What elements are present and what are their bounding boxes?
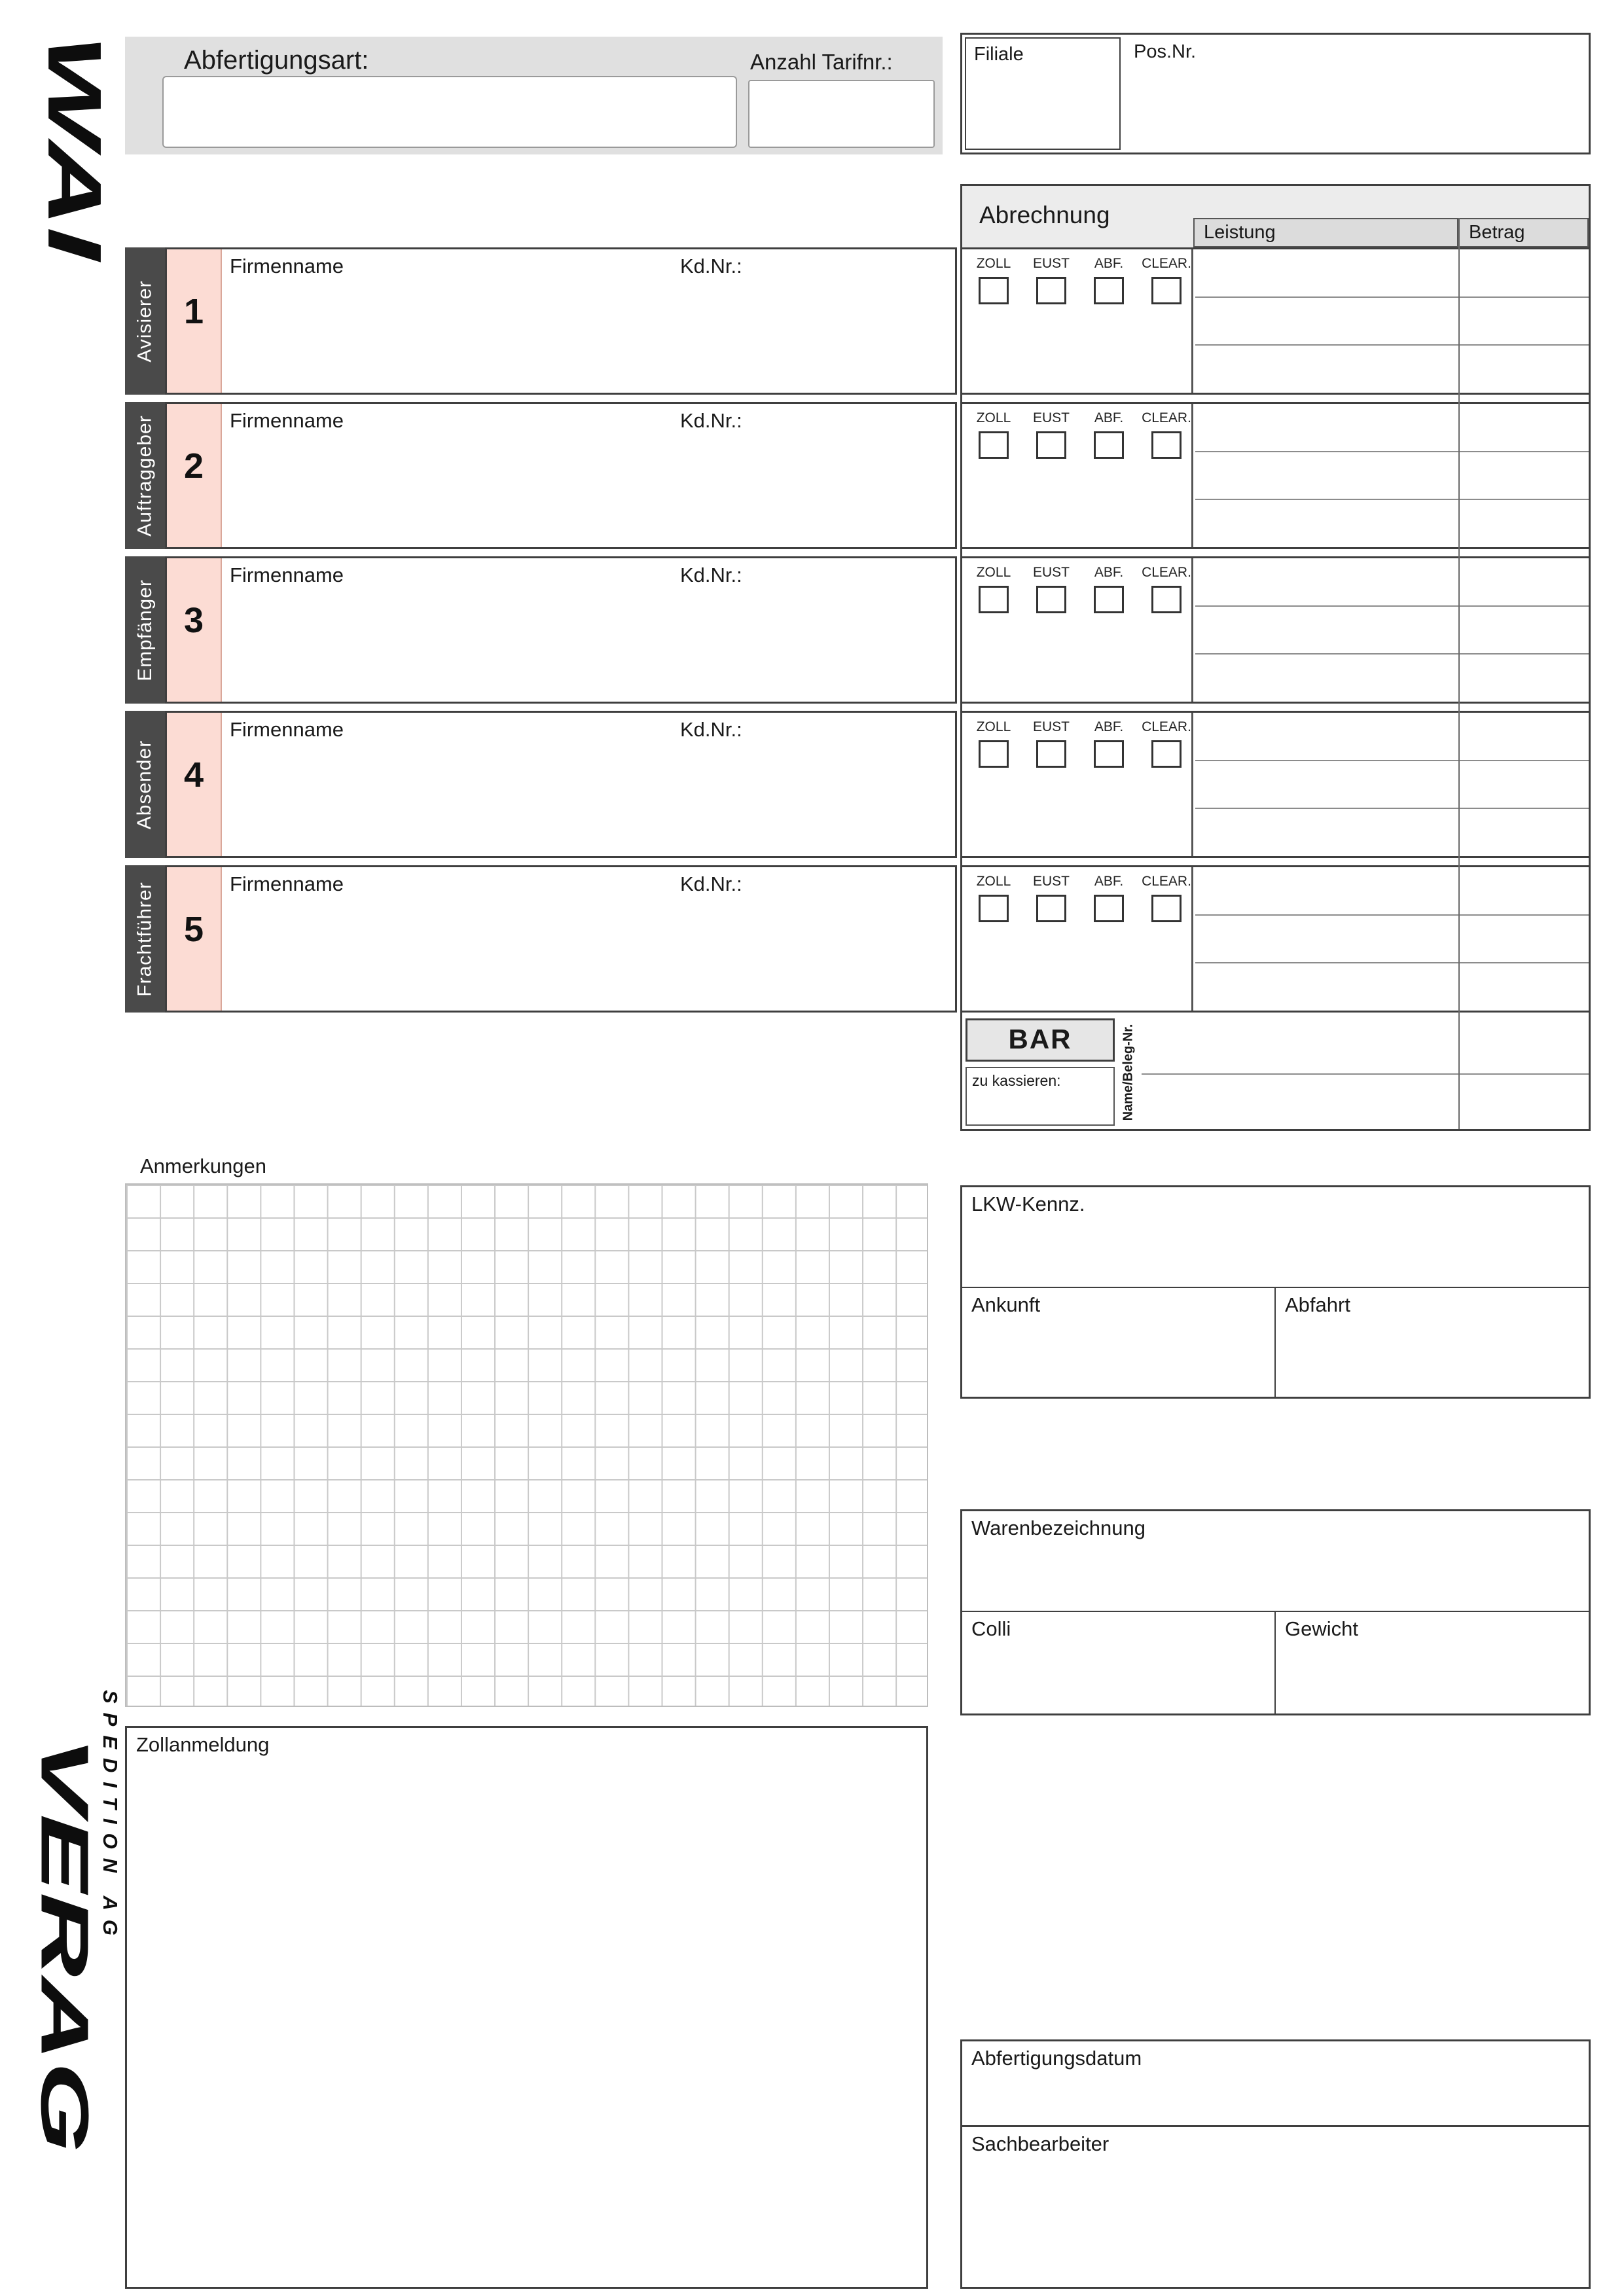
party-body	[165, 556, 957, 704]
eust-checkbox[interactable]	[1036, 895, 1066, 922]
kdnr-label: Kd.Nr.:	[680, 564, 742, 586]
firmenname-label: Firmenname	[230, 564, 344, 586]
spedition-ag-logo: SPEDITION AG	[99, 1690, 122, 1945]
abfertigungsart-input[interactable]	[162, 76, 737, 148]
abfahrt-cell[interactable]	[1276, 1288, 1589, 1397]
betrag-cell[interactable]	[1458, 713, 1589, 760]
colli-label: Colli	[971, 1617, 1011, 1640]
party-body	[165, 711, 957, 858]
betrag-cell[interactable]	[1458, 346, 1589, 393]
billing-rows	[1195, 867, 1589, 1011]
party-number: 5	[183, 910, 204, 949]
leistung-cell[interactable]	[1195, 761, 1458, 808]
verag-logo: VERAG	[27, 1736, 103, 2153]
billing-rows	[1195, 404, 1589, 547]
kdnr-label: Kd.Nr.:	[680, 409, 742, 432]
party-body	[165, 247, 957, 395]
checkbox-cell	[962, 404, 1193, 547]
party-block-absender	[125, 711, 957, 858]
abf-label: ABF.	[1094, 256, 1124, 271]
abf-checkbox[interactable]	[1094, 740, 1124, 768]
betrag-cell[interactable]	[1458, 867, 1589, 914]
abrechnung-group-5	[962, 865, 1589, 1013]
leistung-cell[interactable]	[1195, 916, 1458, 963]
abf-label: ABF.	[1094, 719, 1124, 734]
role-label: Avisierer	[134, 279, 156, 363]
abfertigungsart-label: Abfertigungsart:	[184, 46, 369, 75]
firmenname-label: Firmenname	[230, 255, 344, 278]
ankunft-cell[interactable]	[962, 1288, 1276, 1397]
arrival-departure-row	[962, 1287, 1589, 1397]
leistung-cell[interactable]	[1195, 404, 1458, 451]
betrag-cell[interactable]	[1458, 607, 1589, 654]
checkbox-cell	[962, 867, 1193, 1011]
eust-label: EUST	[1032, 410, 1070, 425]
firmenname-label: Firmenname	[230, 409, 344, 432]
leistung-cell[interactable]	[1195, 249, 1458, 296]
betrag-column-header: Betrag	[1458, 218, 1589, 247]
zoll-checkbox[interactable]	[979, 277, 1009, 304]
warenbezeichnung-box[interactable]	[960, 1509, 1591, 1715]
colli-gewicht-row	[962, 1611, 1589, 1713]
party-number: 2	[183, 446, 204, 486]
betrag-cell[interactable]	[1458, 1075, 1589, 1130]
clear-label: CLEAR.	[1142, 410, 1191, 425]
sachbearbeiter-label: Sachbearbeiter	[971, 2132, 1110, 2155]
betrag-cell[interactable]	[1458, 298, 1589, 345]
party-number: 1	[183, 292, 204, 331]
leistung-cell[interactable]	[1195, 452, 1458, 499]
eust-checkbox[interactable]	[1036, 740, 1066, 768]
party-block-auftraggeber	[125, 402, 957, 549]
eust-label: EUST	[1032, 256, 1070, 271]
eust-checkbox[interactable]	[1036, 431, 1066, 459]
betrag-cell[interactable]	[1458, 1018, 1589, 1073]
eust-checkbox[interactable]	[1036, 586, 1066, 613]
lkw-box[interactable]	[960, 1185, 1591, 1399]
leistung-cell[interactable]	[1195, 655, 1458, 702]
zoll-checkbox[interactable]	[979, 586, 1009, 613]
betrag-cell[interactable]	[1458, 404, 1589, 451]
eust-checkbox[interactable]	[1036, 277, 1066, 304]
billing-rows	[1195, 558, 1589, 702]
zoll-checkbox[interactable]	[979, 740, 1009, 768]
abrechnung-header	[962, 186, 1589, 247]
clear-checkbox[interactable]	[1151, 586, 1182, 613]
firmenname-input[interactable]	[221, 558, 955, 702]
abrechnung-panel	[960, 184, 1591, 1131]
firmenname-input[interactable]	[221, 867, 955, 1011]
abrechnung-group-3	[962, 556, 1589, 704]
abrechnung-title: Abrechnung	[979, 202, 1110, 228]
processing-box	[960, 2039, 1591, 2289]
kdnr-label: Kd.Nr.:	[680, 718, 742, 741]
leistung-cell[interactable]	[1195, 809, 1458, 856]
eust-label: EUST	[1032, 719, 1070, 734]
party-number: 4	[183, 755, 204, 795]
zu-kassieren-label: zu kassieren:	[972, 1072, 1061, 1089]
leistung-cell[interactable]	[1195, 963, 1458, 1011]
filiale-label: Filiale	[974, 44, 1024, 65]
warenbezeichnung-label: Warenbezeichnung	[971, 1516, 1146, 1539]
gewicht-label: Gewicht	[1285, 1617, 1358, 1640]
rolebar-avisierer	[125, 247, 165, 395]
anmerkungen-label: Anmerkungen	[140, 1155, 267, 1177]
abf-checkbox[interactable]	[1094, 586, 1124, 613]
posnr-field[interactable]	[1122, 35, 1589, 152]
rolebar-frachtfuehrer	[125, 865, 165, 1013]
ankunft-label: Ankunft	[971, 1293, 1041, 1316]
clear-label: CLEAR.	[1142, 874, 1191, 889]
rolebar-auftraggeber	[125, 402, 165, 549]
abf-label: ABF.	[1094, 874, 1124, 889]
role-label: Frachtführer	[134, 881, 156, 997]
leistung-cell[interactable]	[1195, 867, 1458, 914]
posnr-label: Pos.Nr.	[1134, 41, 1197, 62]
abrechnung-group-4	[962, 711, 1589, 858]
zollanmeldung-box[interactable]	[125, 1726, 928, 2289]
kdnr-label: Kd.Nr.:	[680, 255, 742, 278]
party-block-avisierer	[125, 247, 957, 395]
zoll-label: ZOLL	[976, 410, 1011, 425]
eust-label: EUST	[1032, 565, 1070, 580]
leistung-cell[interactable]	[1195, 558, 1458, 605]
abfertigungsdatum-cell[interactable]	[962, 2041, 1589, 2127]
leistung-cell[interactable]	[1195, 607, 1458, 654]
abfahrt-label: Abfahrt	[1285, 1293, 1350, 1316]
abf-checkbox[interactable]	[1094, 431, 1124, 459]
leistung-cell[interactable]	[1195, 500, 1458, 547]
betrag-cell[interactable]	[1458, 761, 1589, 808]
anzahl-tarifnr-input[interactable]	[748, 80, 935, 148]
eust-label: EUST	[1032, 874, 1070, 889]
kdnr-label: Kd.Nr.:	[680, 872, 742, 895]
party-block-empfaenger	[125, 556, 957, 704]
clear-label: CLEAR.	[1142, 565, 1191, 580]
bar-title: BAR	[1008, 1024, 1072, 1054]
abrechnung-group-1	[962, 247, 1589, 395]
checkbox-cell	[962, 713, 1193, 856]
gewicht-cell[interactable]	[1276, 1612, 1589, 1713]
filiale-field[interactable]	[965, 37, 1121, 150]
abrechnung-group-2	[962, 402, 1589, 549]
billing-rows	[1195, 713, 1589, 856]
name-beleg-label	[1117, 1018, 1140, 1126]
zoll-checkbox[interactable]	[979, 895, 1009, 922]
checkbox-cell	[962, 249, 1193, 393]
zoll-label: ZOLL	[976, 565, 1011, 580]
rolebar-empfaenger	[125, 556, 165, 704]
bar-box	[965, 1018, 1115, 1062]
leistung-cell[interactable]	[1195, 298, 1458, 345]
zoll-label: ZOLL	[976, 719, 1011, 734]
betrag-cell[interactable]	[1458, 452, 1589, 499]
checkbox-cell	[962, 558, 1193, 702]
abfertigungsdatum-label: Abfertigungsdatum	[971, 2047, 1142, 2070]
firmenname-label: Firmenname	[230, 718, 344, 741]
name-beleg-text: Name/Beleg-Nr.	[1121, 1024, 1136, 1121]
betrag-cell[interactable]	[1458, 963, 1589, 1011]
betrag-column-divider	[1458, 218, 1460, 1129]
clear-checkbox[interactable]	[1151, 277, 1182, 304]
betrag-cell[interactable]	[1458, 655, 1589, 702]
betrag-cell[interactable]	[1458, 916, 1589, 963]
abf-label: ABF.	[1094, 565, 1124, 580]
party-body	[165, 865, 957, 1013]
bar-billing-rows	[1142, 1018, 1589, 1129]
party-body	[165, 402, 957, 549]
zoll-checkbox[interactable]	[979, 431, 1009, 459]
rolebar-absender	[125, 711, 165, 858]
firmenname-input[interactable]	[221, 249, 955, 393]
role-label: Absender	[134, 740, 156, 829]
betrag-cell[interactable]	[1458, 809, 1589, 856]
filiale-posnr-box	[960, 33, 1591, 154]
betrag-cell[interactable]	[1458, 558, 1589, 605]
clear-checkbox[interactable]	[1151, 740, 1182, 768]
clear-label: CLEAR.	[1142, 256, 1191, 271]
anmerkungen-grid[interactable]	[125, 1183, 928, 1707]
firmenname-label: Firmenname	[230, 872, 344, 895]
role-label: Empfänger	[134, 579, 156, 681]
zollanmeldung-label: Zollanmeldung	[136, 1733, 270, 1756]
sachbearbeiter-cell[interactable]	[962, 2127, 1589, 2287]
firmenname-input[interactable]	[221, 713, 955, 856]
clear-label: CLEAR.	[1142, 719, 1191, 734]
leistung-cell[interactable]	[1195, 346, 1458, 393]
abf-label: ABF.	[1094, 410, 1124, 425]
role-label: Auftraggeber	[134, 414, 156, 537]
wai-logo: WAI	[32, 34, 117, 260]
lkw-label: LKW-Kennz.	[971, 1193, 1085, 1215]
clear-checkbox[interactable]	[1151, 895, 1182, 922]
billing-rows	[1195, 249, 1589, 393]
leistung-column-header: Leistung	[1193, 218, 1458, 247]
zu-kassieren-field[interactable]	[965, 1067, 1115, 1126]
leistung-cell[interactable]	[1142, 1018, 1458, 1073]
abf-checkbox[interactable]	[1094, 277, 1124, 304]
zoll-label: ZOLL	[976, 874, 1011, 889]
anzahl-tarifnr-label: Anzahl Tarifnr.:	[750, 50, 893, 74]
zoll-label: ZOLL	[976, 256, 1011, 271]
party-block-frachtfuehrer	[125, 865, 957, 1013]
firmenname-input[interactable]	[221, 404, 955, 547]
leistung-cell[interactable]	[1195, 713, 1458, 760]
betrag-cell[interactable]	[1458, 249, 1589, 296]
party-number: 3	[183, 601, 204, 640]
colli-cell[interactable]	[962, 1612, 1276, 1713]
betrag-cell[interactable]	[1458, 500, 1589, 547]
abf-checkbox[interactable]	[1094, 895, 1124, 922]
leistung-cell[interactable]	[1142, 1075, 1458, 1130]
clear-checkbox[interactable]	[1151, 431, 1182, 459]
